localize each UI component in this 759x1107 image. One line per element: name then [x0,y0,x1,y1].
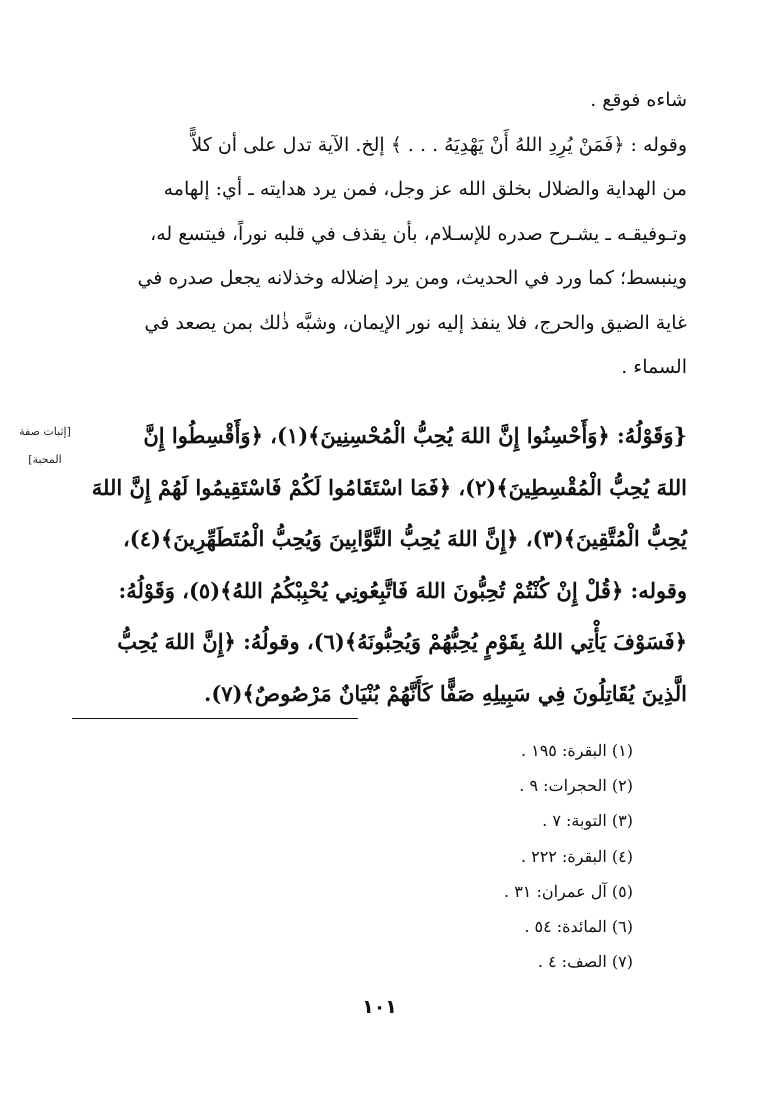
footnote-item: (١) البقرة: ١٩٥ . [520,741,633,760]
footnote-item: (٤) البقرة: ٢٢٢ . [520,846,633,866]
footnotes-list [333,733,633,979]
commentary-line: شاءه فوقع . [590,89,687,111]
main-text-line: اللهَ يُحِبُّ الْمُقْسِطِينَ﴾(٢)، ﴿فَمَا اسْتَقَامُوا لَكُمْ فَاسْتَقِيمُوا لَهُمْ إِنَّ اللهَ [91,474,687,500]
footnote-item: (٢) الحجرات: ٩ . [519,776,633,796]
main-text-line: ﴿فَسَوْفَ يَأْتِي اللهُ بِقَوْمٍ يُحِبُّهُمْ وَيُحِبُّونَهُ﴾(٦)، وقولُهُ: ﴿إِنَّ اللهَ يُحِبُّ [117,629,687,654]
commentary-line: وقوله : ﴿فَمَنْ يُرِدِ اللهُ أَنْ يَهْدِيَهُ . . . ﴾ إلخ. الآية تدل على أن كلاًّ [191,133,687,156]
main-text-line: {وَقَوْلُهُ: ﴿وَأَحْسِنُوا إِنَّ اللهَ يُحِبُّ الْمُحْسِنِينَ﴾(١)، ﴿وَأَقْسِطُوا إِنَّ [143,423,687,448]
footnote-separator [72,718,358,719]
margin-note-line: [إثبات صفة [19,425,71,438]
main-text-line: يُحِبُّ الْمُتَّقِينَ﴾(٣)، ﴿إِنَّ اللهَ يُحِبُّ التَّوَّابِينَ وَيُحِبُّ الْمُتَطَهِّرِينَ﴾(٤)، [123,526,687,551]
commentary-line: غاية الضيق والحرج، فلا ينفذ إليه نور الإيمان، وشبَّه ذٰلك بمن يصعد في [144,311,687,334]
commentary-line: وتـوفيقـه ـ يشـرح صدره للإسـلام، بأن يقذف في قلبه نوراً، فيتسع له، [150,222,687,245]
main-text-line: وقوله: ﴿قُلْ إِنْ كُنْتُمْ تُحِبُّونَ اللهَ فَاتَّبِعُونِي يُحْبِبْكُمُ اللهُ﴾(٥)، وَقَوْلُهُ: [118,577,687,603]
commentary-paragraph [75,78,687,390]
commentary-line: السماء . [621,356,687,378]
margin-note-line: المحبة] [28,453,62,466]
footnote-item: (٣) التوبة: ٧ . [542,811,633,831]
page-number: ١٠١ [362,996,397,1018]
main-text-paragraph [75,410,687,719]
footnote-item: (٥) آل عمران: ٣١ . [504,881,633,901]
main-text-line: الَّذِينَ يُقَاتِلُونَ فِي سَبِيلِهِ صَفًّا كَأَنَّهُمْ بُنْيَانٌ مَرْصُوصٌ﴾(٧). [204,680,687,706]
commentary-line: وينبسط؛ كما ورد في الحديث، ومن يرد إضلاله وخذلانه يجعل صدره في [137,267,687,289]
footnote-item: (٧) الصف: ٤ . [537,952,633,972]
footnote-item: (٦) المائدة: ٥٤ . [524,917,633,937]
margin-note [7,418,83,474]
commentary-line: من الهداية والضلال بخلق الله عز وجل، فمن يرد هدايته ـ أي: إلهامه [163,178,687,200]
